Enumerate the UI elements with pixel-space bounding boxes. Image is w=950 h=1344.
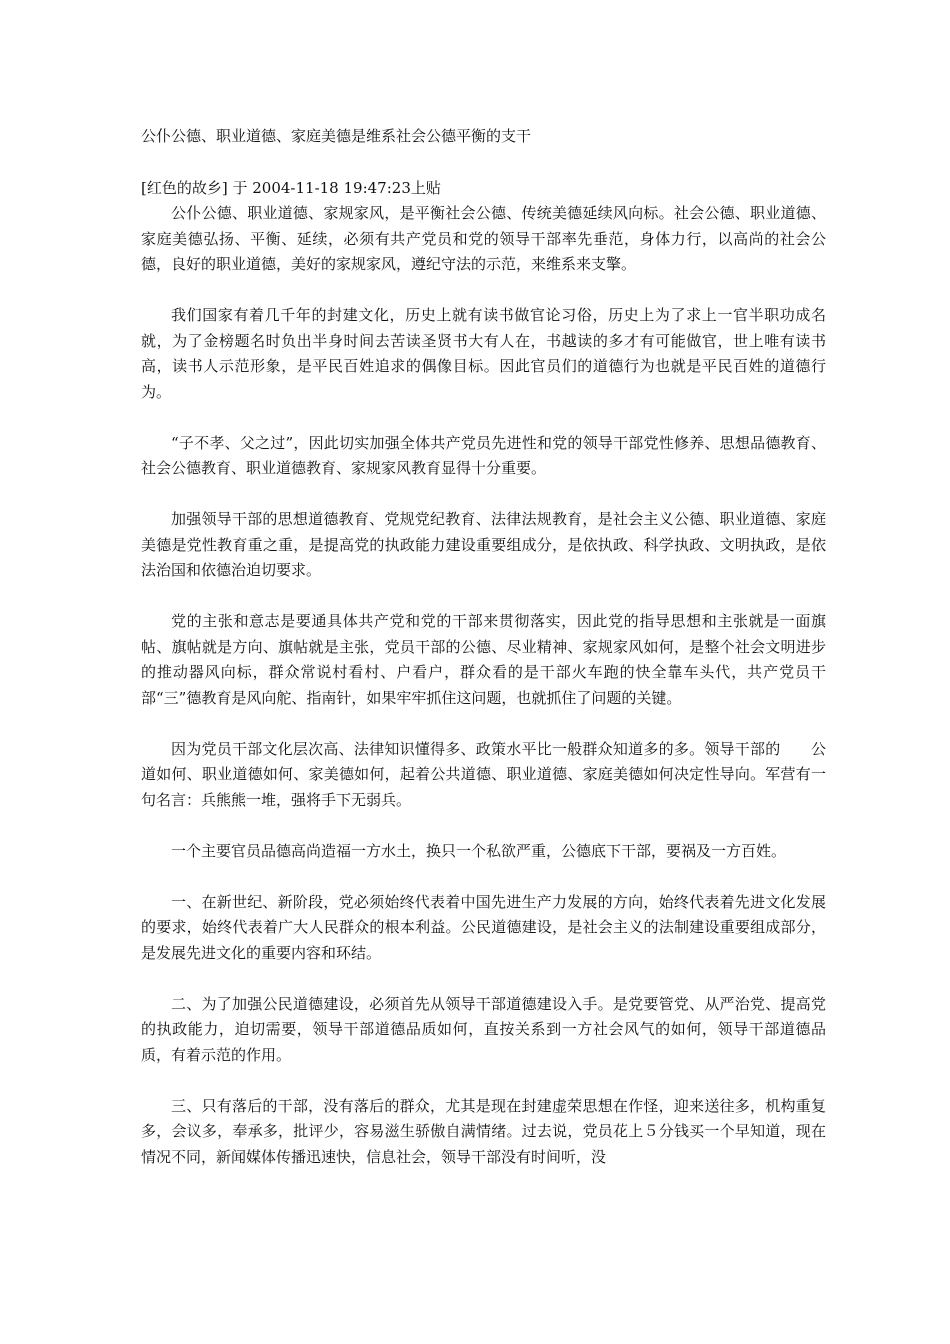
paragraph: “子不孝、父之过”，因此切实加强全体共产党员先进性和党的领导干部党性修养、思想品德教育、社会公德教育、职业道德教育、家规家风教育显得十分重要。 <box>141 433 826 477</box>
paragraph: 党的主张和意志是要通具体共产党和党的干部来贯彻落实，因此党的指导思想和主张就是一面旗帖、旗帖就是方向、旗帖就是主张，党员干部的公德、尽业精神、家规家风如何，是整个社会文明进步的推动器风向标，群众常说村看村、户看户，群众看的是干部火车跑的快全靠车头代，共产党员干部“三”德教育是风向舵、指南针，如果牢牢抓住这问题，也就抓住了问题的关键。 <box>141 612 826 707</box>
paragraph: 加强领导干部的思想道德教育、党规党纪教育、法律法规教育，是社会主义公德、职业道德、家庭美德是党性教育重之重，是提高党的执政能力建设重要组成分，是依执政、科学执政、文明执政，是依法治国和依德治迫切要求。 <box>141 510 826 579</box>
document-title: 公仆公德、职业道德、家庭美德是维系社会公德平衡的支干 <box>141 127 532 145</box>
paragraph: 公仆公德、职业道德、家规家风，是平衡社会公德、传统美德延续风向标。社会公德、职业道德、家庭美德弘扬、平衡、延续，必须有共产党员和党的领导干部率先垂范，身体力行，以高尚的社会公德，良好的职业道德，美好的家规家风，遵纪守法的示范，来维系来支擎。 <box>141 204 826 273</box>
paragraph: 一、在新世纪、新阶段，党必须始终代表着中国先进生产力发展的方向，始终代表着先进文化发展的要求，始终代表着广大人民群众的根本利益。公民道德建设，是社会主义的法制建设重要组成部分，是发展先进文化的重要内容和环结。 <box>141 892 826 962</box>
paragraph: 二、为了加强公民道德建设，必须首先从领导干部道德建设入手。是党要管党、从严治党、提高党的执政能力，迫切需要，领导干部道德品质如何，直按关系到一方社会风气的如何，领导干部道德品质，有着示范的作用。 <box>141 994 826 1064</box>
paragraph: 一个主要官员品德高尚造福一方水土，换只一个私欲严重，公德底下干部，要祸及一方百姓。 <box>171 841 787 860</box>
paragraph: 我们国家有着几千年的封建文化，历史上就有读书做官论习俗，历史上为了求上一官半职功成名就，为了金榜题名时负出半身时间去苦读圣贤书大有人在，书越读的多才有可能做官，世上唯有读书高，读书人示范形象，是平民百姓追求的偶像目标。因此官员们的道德行为也就是平民百姓的道德行为。 <box>141 306 826 401</box>
document-page <box>141 124 826 1170</box>
paragraph: 三、只有落后的干部，没有落后的群众，尤其是现在封建虚荣思想在作怪，迎来送往多，机构重复多，会议多，奉承多，批评少，容易滋生骄傲自满情绪。过去说，党员花上５分钱买一个早知道，现在情况不同，新闻媒体传播迅速快，信息社会，领导干部没有时间听，没 <box>141 1096 826 1166</box>
paragraph: 因为党员干部文化层次高、法律知识懂得多、政策水平比一般群众知道多的多。领导干部的 公道如何、职业道德如何、家美德如何，起着公共道德、职业道德、家庭美德如何决定性导向。军营有一句名言：兵熊熊一堆，强将手下无弱兵。 <box>141 739 826 809</box>
post-meta: [红色的故乡] 于 2004-11-18 19:47:23上贴 <box>141 178 441 197</box>
